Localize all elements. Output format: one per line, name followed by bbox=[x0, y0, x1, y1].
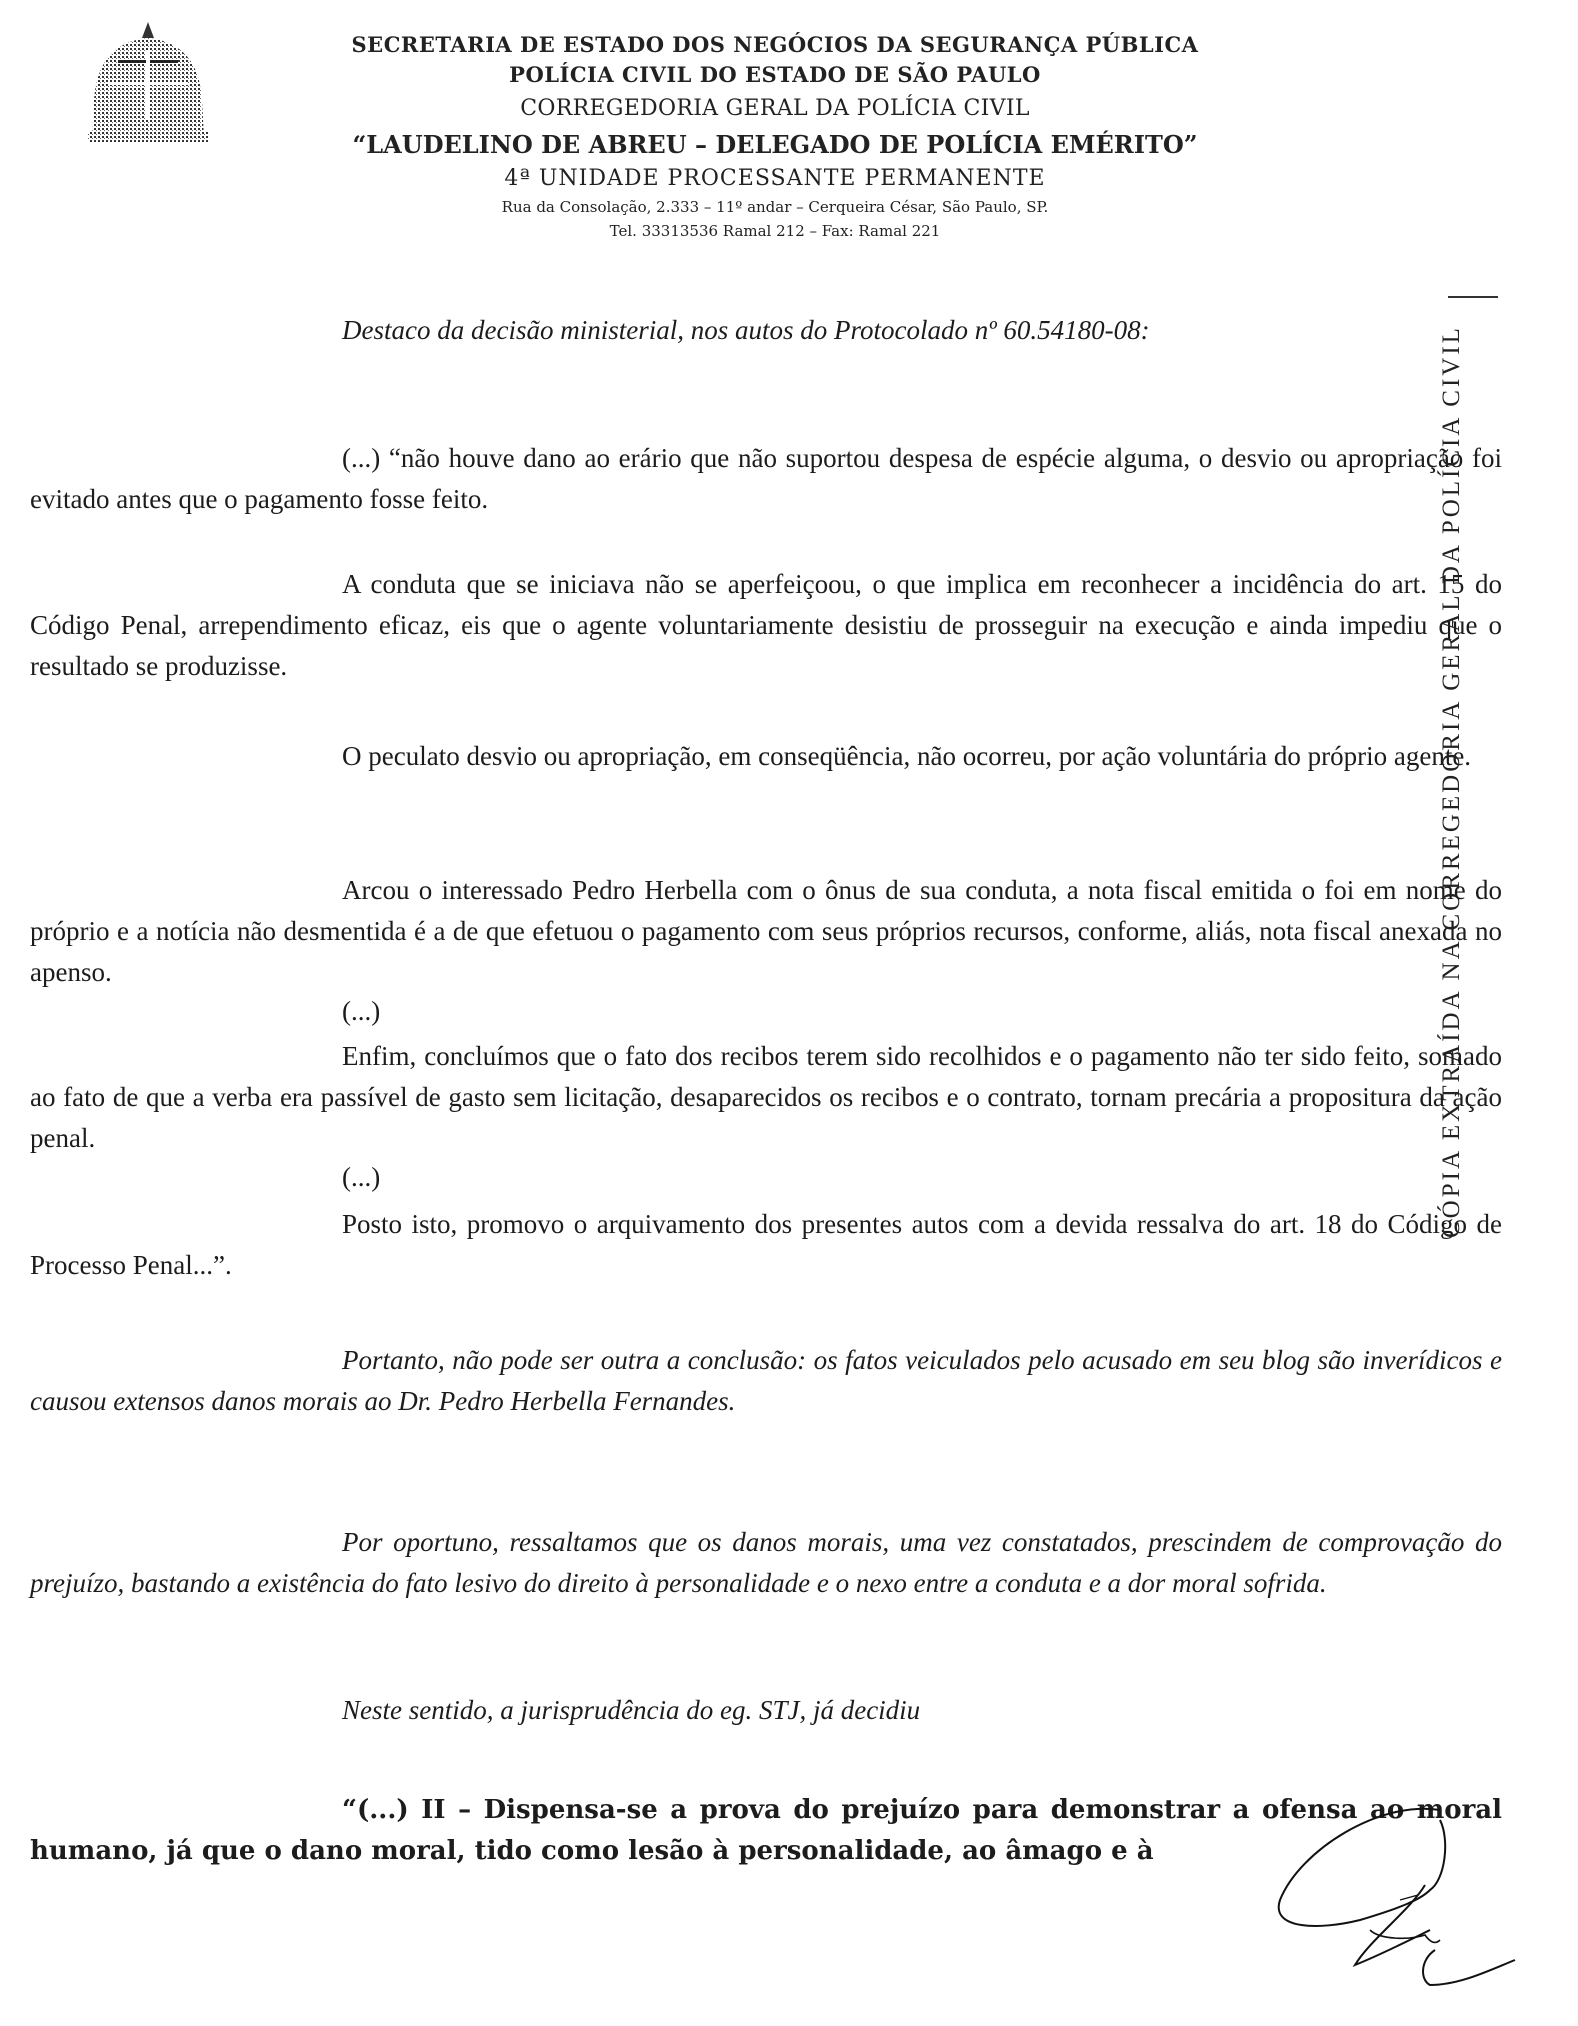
paragraph-text: O peculato desvio ou apropriação, em conseqüência, não ocorreu, por ação voluntária do próprio agente. bbox=[342, 741, 1472, 771]
header-honoree: “LAUDELINO DE ABREU – DELEGADO DE POLÍCIA EMÉRITO” bbox=[352, 130, 1198, 159]
header-corregedoria: CORREGEDORIA GERAL DA POLÍCIA CIVIL bbox=[520, 96, 1030, 121]
paragraph-arcou bbox=[30, 870, 1502, 993]
paragraph-por-oportuno bbox=[30, 1522, 1502, 1604]
ellipsis-2: (...) bbox=[342, 1162, 381, 1192]
paragraph-conduta bbox=[30, 564, 1502, 687]
header-secretaria: SECRETARIA DE ESTADO DOS NEGÓCIOS DA SEGURANÇA PÚBLICA bbox=[351, 32, 1199, 57]
paragraph-text: Enfim, concluímos que o fato dos recibos terem sido recolhidos e o pagamento não ter sido feito, somado ao fato de que a verba era passível de gasto sem licitação, desaparecidos os recibos e o contrato, tornam precária a propositura da ação penal. bbox=[30, 1041, 1502, 1153]
copy-stamp: CÓPIA EXTRAÍDA NA CORREGEDORIA GERAL DA POLÍCIA CIVIL bbox=[1438, 325, 1465, 1238]
paragraph-text: Posto isto, promovo o arquivamento dos presentes autos com a devida ressalva do art. 18 do Código de Processo Penal...”. bbox=[30, 1209, 1502, 1280]
handwritten-signature bbox=[1260, 1790, 1560, 2010]
paragraph-quote-start bbox=[30, 438, 1502, 520]
paragraph-intro bbox=[30, 310, 1502, 351]
paragraph-jurisprudencia bbox=[30, 1690, 1502, 1731]
paragraph-peculato bbox=[30, 736, 1502, 777]
ellipsis-1: (...) bbox=[342, 996, 381, 1026]
header-unit: 4ª UNIDADE PROCESSANTE PERMANENTE bbox=[504, 166, 1046, 191]
paragraph-text: (...) “não houve dano ao erário que não suportou despesa de espécie alguma, o desvio ou apropriação foi evitado antes que o pagamento fosse feito. bbox=[30, 443, 1502, 514]
paragraph-text: Destaco da decisão ministerial, nos autos do Protocolado nº 60.54180-08: bbox=[342, 315, 1150, 345]
coat-of-arms-emblem bbox=[78, 20, 218, 150]
paragraph-portanto bbox=[30, 1340, 1502, 1422]
header-phone: Tel. 33313536 Ramal 212 – Fax: Ramal 221 bbox=[609, 222, 941, 240]
header-address: Rua da Consolação, 2.333 – 11º andar – Cerqueira César, São Paulo, SP. bbox=[501, 198, 1049, 216]
paragraph-enfim bbox=[30, 1036, 1502, 1159]
paragraph-text: Por oportuno, ressaltamos que os danos morais, uma vez constatados, prescindem de comprovação do prejuízo, bastando a existência do fato lesivo do direito à personalidade e o nexo entre a conduta e a dor moral sofrida. bbox=[30, 1527, 1502, 1598]
header-policia-civil: POLÍCIA CIVIL DO ESTADO DE SÃO PAULO bbox=[509, 62, 1041, 87]
paragraph-text: “(...) II – Dispensa-se a prova do prejuízo para demonstrar a ofensa ao moral humano, já que o dano moral, tido como lesão à personalidade, ao âmago e à bbox=[30, 1795, 1502, 1866]
paragraph-text: A conduta que se iniciava não se aperfeiçoou, o que implica em reconhecer a incidência do art. 15 do Código Penal, arrependimento eficaz, eis que o agente voluntariamente desistiu de prosseguir na execução e ainda impediu que o resultado se produzisse. bbox=[30, 569, 1502, 681]
paragraph-text: Neste sentido, a jurisprudência do eg. STJ, já decidiu bbox=[342, 1695, 921, 1725]
paragraph-posto-isto bbox=[30, 1204, 1502, 1286]
paragraph-text: Arcou o interessado Pedro Herbella com o ônus de sua conduta, a nota fiscal emitida o foi em nome do próprio e a notícia não desmentida é a de que efetuou o pagamento com seus próprios recursos, conforme, aliás, nota fiscal anexada no apenso. bbox=[30, 875, 1502, 987]
paragraph-text: Portanto, não pode ser outra a conclusão: os fatos veiculados pelo acusado em seu blog são inverídicos e causou extensos danos morais ao Dr. Pedro Herbella Fernandes. bbox=[30, 1345, 1502, 1416]
